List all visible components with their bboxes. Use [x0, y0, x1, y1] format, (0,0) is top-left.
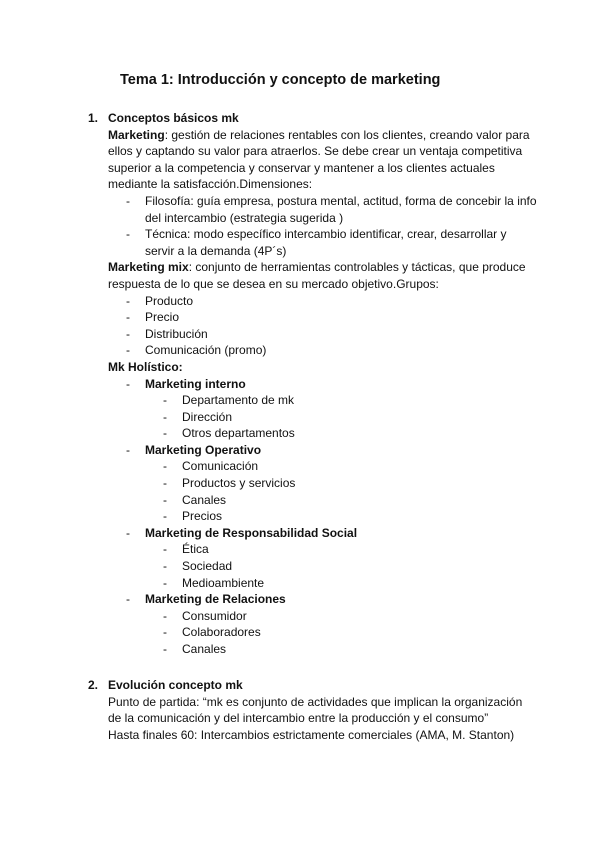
- paragraph: Hasta finales 60: Intercambios estrictamente comerciales (AMA, M. Stanton): [108, 727, 515, 742]
- list-item: - Productos y servicios: [145, 475, 538, 492]
- list-item: - Canales: [145, 492, 538, 509]
- section-evolucion: [88, 677, 538, 743]
- list-item: - Colaboradores: [145, 624, 538, 641]
- holistic-group: [108, 591, 538, 657]
- marketing-term: Marketing: [108, 127, 165, 142]
- section-heading: [88, 677, 538, 694]
- holistic-list: [108, 376, 538, 658]
- list-item: - Precio: [108, 309, 538, 326]
- holistic-group-label: Marketing de Responsabilidad Social: [145, 525, 358, 540]
- list-item: - Otros departamentos: [145, 425, 538, 442]
- page-title: Tema 1: Introducción y concepto de marketing: [120, 72, 441, 88]
- list-item: - Dirección: [145, 409, 538, 426]
- list-item: - Filosofía: guía empresa, postura mental, actitud, forma de concebir la info del intercambio (estrategia sugerida ): [108, 193, 538, 226]
- section-heading-text: Conceptos básicos mk: [108, 111, 239, 125]
- list-item: - Comunicación (promo): [108, 342, 538, 359]
- section-number: 1.: [88, 111, 99, 125]
- holistic-sublist: [145, 392, 538, 442]
- holistic-sublist: [145, 608, 538, 658]
- section-heading-text: Evolución concepto mk: [108, 678, 243, 692]
- section-body: [88, 694, 538, 744]
- section-conceptos-basicos: [88, 110, 538, 658]
- list-item: - Sociedad: [145, 558, 538, 575]
- list-item: - Producto: [108, 293, 538, 310]
- list-item: - Consumidor: [145, 608, 538, 625]
- list-item: - Ética: [145, 541, 538, 558]
- list-item: - Medioambiente: [145, 575, 538, 592]
- holistic-group-label: Marketing de Relaciones: [145, 592, 286, 607]
- paragraph: Punto de partida: “mk es conjunto de actividades que implican la organización de la comunicación y del intercambio entre la producción y el consumo”: [108, 694, 523, 726]
- section-heading: [88, 110, 538, 127]
- holistic-group: [108, 376, 538, 442]
- marketing-mix-definition: [108, 259, 538, 292]
- list-item: - Comunicación: [145, 458, 538, 475]
- holistic-group: [108, 442, 538, 525]
- marketing-definition: [108, 127, 538, 193]
- section-body: [88, 127, 538, 658]
- mix-def-text: : conjunto de herramientas controlables y tácticas, que produce respuesta de lo que se desea en su mercado objetivo.Grupos:: [108, 260, 526, 291]
- list-item: - Canales: [145, 641, 538, 658]
- holistic-sublist: [145, 458, 538, 524]
- marketing-def-text: : gestión de relaciones rentables con los clientes, creando valor para ellos y captando su valor para atraerlos. Se debe crear un ventaja competitiva superior a la competencia y conservar y mantener a los clientes actuales mediante la satisfacción.Dimensiones:: [108, 127, 530, 192]
- mix-groups-list: [108, 293, 538, 359]
- section-number: 2.: [88, 678, 99, 692]
- holistic-group-label: Marketing Operativo: [145, 442, 262, 457]
- holistic-sublist: [145, 541, 538, 591]
- holistic-group-label: Marketing interno: [145, 376, 246, 391]
- list-item: - Distribución: [108, 326, 538, 343]
- list-item: - Técnica: modo específico intercambio identificar, crear, desarrollar y servir a la demanda (4P´s): [108, 226, 538, 259]
- holistic-group: [108, 525, 538, 591]
- mix-term: Marketing mix: [108, 260, 189, 275]
- holistic-heading: Mk Holístico:: [108, 359, 183, 374]
- list-item: - Departamento de mk: [145, 392, 538, 409]
- dimensions-list: [108, 193, 538, 259]
- list-item: - Precios: [145, 508, 538, 525]
